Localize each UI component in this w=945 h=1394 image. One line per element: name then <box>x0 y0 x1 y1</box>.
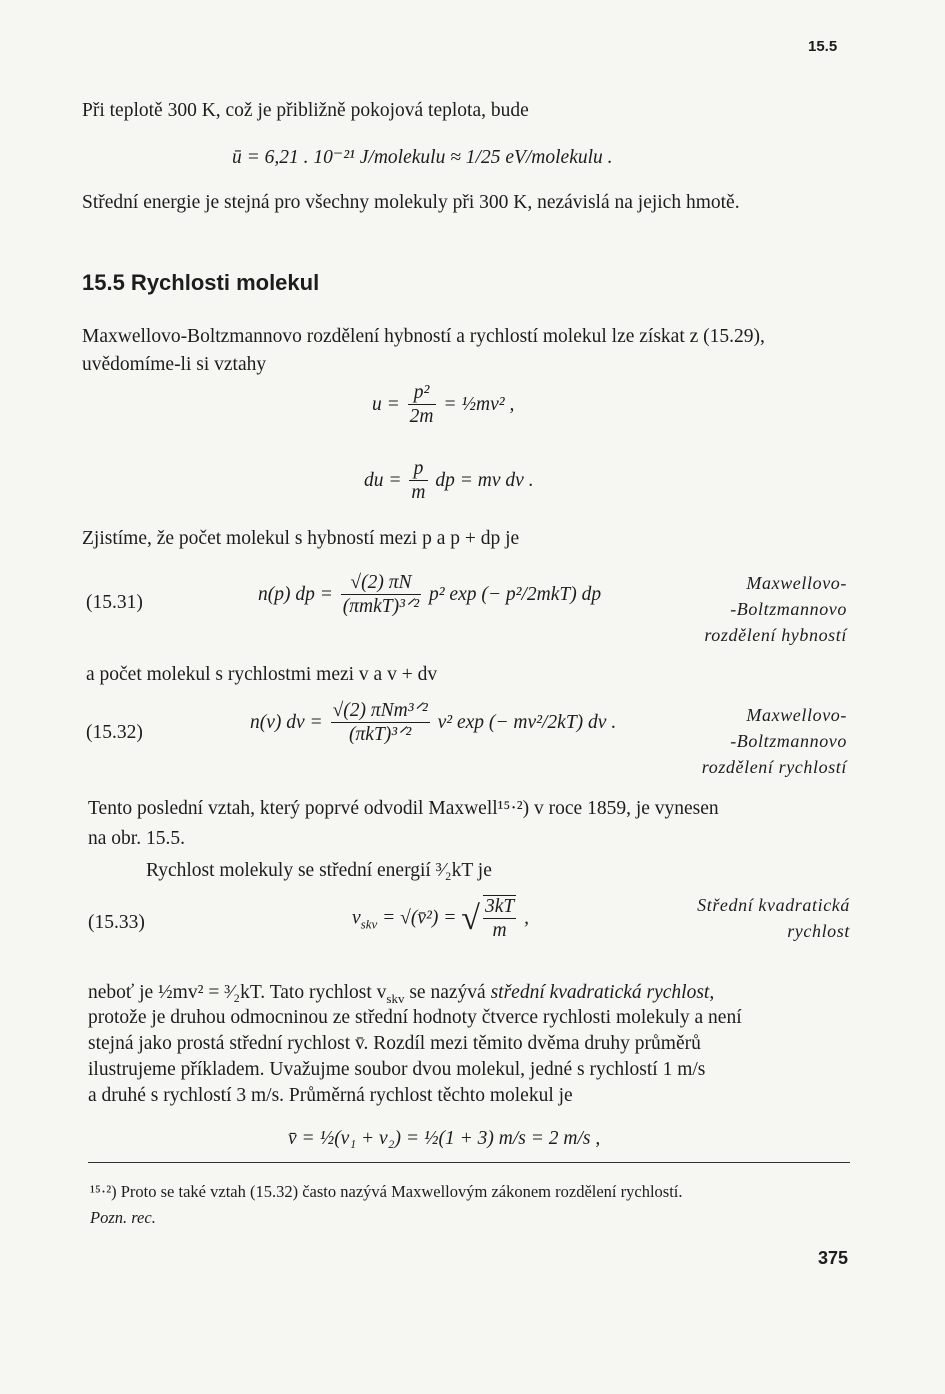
equation-du <box>364 458 534 505</box>
equation-number-15-32: (15.32) <box>86 722 143 743</box>
equation-15-32-denominator: (πkT)³ᐟ² <box>349 724 412 745</box>
sqrt-symbol: √ <box>461 900 480 937</box>
margin-note-15-33-line-2: rychlost <box>787 921 850 941</box>
equation-v-bar: v̄ = ½(v₁ + v₂) = ½(1 + 3) m/s = 2 m/s , <box>288 1128 601 1149</box>
paragraph-6-line-2: na obr. 15.5. <box>88 828 185 849</box>
footnote-rule <box>88 1162 850 1163</box>
margin-note-15-31 <box>704 570 847 648</box>
equation-du-numerator: p <box>409 458 427 481</box>
equation-15-32 <box>250 700 616 747</box>
equation-du-lhs: du = <box>364 469 402 491</box>
paragraph-3-line-1: Maxwellovo-Boltzmannovo rozdělení hybností a rychlostí molekul lze získat z (15.29), <box>82 326 765 347</box>
equation-15-33-rhs: , <box>524 907 529 929</box>
equation-u <box>372 382 514 429</box>
running-head: 15.5 <box>808 38 838 55</box>
equation-du-rhs: dp = mv dv . <box>435 469 534 491</box>
equation-number-15-33: (15.33) <box>88 912 145 933</box>
paragraph-8-line-4: ilustrujeme příkladem. Uvažujme soubor dvou molekul, jedné s rychlostí 1 m/s <box>88 1059 706 1080</box>
equation-u-rhs: = ½mv² , <box>443 393 515 415</box>
paragraph-8-line-2: protože je druhou odmocninou ze střední hodnoty čtverce rychlosti molekuly a není <box>88 1007 742 1028</box>
equation-u-lhs: u = <box>372 393 400 415</box>
equation-15-33-lhs: v <box>352 907 361 929</box>
paragraph-8-line-1-term: střední kvadratická rychlost, <box>490 982 715 1003</box>
equation-15-33 <box>352 895 529 943</box>
margin-note-15-32-line-1: Maxwellovo- <box>746 705 847 725</box>
equation-15-33-lhs-subscript: skv <box>360 916 378 932</box>
equation-u-numerator: p² <box>408 382 436 405</box>
footnote-line-1: ¹⁵·²) Proto se také vztah (15.32) často nazývá Maxwellovým zákonem rozdělení rychlostí. <box>90 1182 683 1201</box>
margin-note-15-32 <box>702 702 847 780</box>
footnote-line-2: Pozn. rec. <box>90 1208 156 1227</box>
equation-15-33-numerator: 3kT <box>484 896 515 917</box>
paragraph-8-line-5: a druhé s rychlostí 3 m/s. Průměrná rychlost těchto molekul je <box>88 1085 573 1106</box>
paragraph-1: Při teplotě 300 K, což je přibližně pokojová teplota, bude <box>82 100 529 121</box>
equation-15-31-denominator: (πmkT)³ᐟ² <box>342 596 420 617</box>
margin-note-15-31-line-3: rozdělení hybností <box>704 625 847 645</box>
equation-u-fraction <box>408 382 436 429</box>
paragraph-4: Zjistíme, že počet molekul s hybností mezi p a p + dp je <box>82 528 520 549</box>
section-heading: 15.5 Rychlosti molekul <box>82 270 320 295</box>
equation-15-33-fraction <box>483 895 516 943</box>
equation-u-bar: ū = 6,21 . 10⁻²¹ J/molekulu ≈ 1/25 eV/molekulu . <box>232 147 613 168</box>
margin-note-15-31-line-2: -Boltzmannovo <box>730 599 847 619</box>
margin-note-15-33-line-1: Střední kvadratická <box>697 895 850 915</box>
equation-15-33-mid: = √(v̄²) = <box>382 907 457 929</box>
equation-15-32-rhs: v² exp (− mv²/2kT) dv . <box>437 711 617 733</box>
margin-note-15-33 <box>697 892 850 944</box>
equation-du-denominator: m <box>411 482 426 503</box>
page-number: 375 <box>818 1248 849 1268</box>
paragraph-8-line-1 <box>88 980 714 1005</box>
equation-15-31 <box>258 572 601 619</box>
paragraph-6-line-1: Tento poslední vztah, který poprvé odvodil Maxwell¹⁵·²) v roce 1859, je vynesen <box>88 798 719 819</box>
equation-du-fraction <box>409 458 427 505</box>
equation-15-32-fraction <box>331 700 430 747</box>
equation-15-33-denominator: m <box>492 920 507 941</box>
equation-number-15-31: (15.31) <box>86 592 143 613</box>
equation-15-31-lhs: n(p) dp = <box>258 583 333 605</box>
paragraph-7: Rychlost molekuly se střední energií ³⁄₂kT je <box>146 860 492 881</box>
paragraph-8-line-1-tail: se nazývá <box>404 982 491 1003</box>
equation-u-denominator: 2m <box>409 406 434 427</box>
paragraph-3-line-2: uvědomíme-li si vztahy <box>82 354 267 375</box>
margin-note-15-32-line-3: rozdělení rychlostí <box>701 757 847 777</box>
paragraph-8-line-1-subscript: skv <box>386 990 405 1006</box>
equation-15-32-numerator: √(2) πNm³ᐟ² <box>332 700 428 721</box>
equation-15-31-fraction <box>341 572 421 619</box>
margin-note-15-31-line-1: Maxwellovo- <box>746 573 847 593</box>
equation-15-32-lhs: n(v) dv = <box>250 711 323 733</box>
equation-15-31-numerator: √(2) πN <box>341 572 421 595</box>
paragraph-2: Střední energie je stejná pro všechny molekuly při 300 K, nezávislá na jejich hmotě. <box>82 192 740 213</box>
equation-15-31-rhs: p² exp (− p²/2mkT) dp <box>428 583 602 605</box>
paragraph-8-line-1-start: neboť je ½mv² = ³⁄₂kT. Tato rychlost v <box>88 982 387 1003</box>
paragraph-8-line-3: stejná jako prostá střední rychlost v̄. Rozdíl mezi těmito dvěma druhy průměrů <box>88 1033 701 1054</box>
margin-note-15-32-line-2: -Boltzmannovo <box>730 731 847 751</box>
paragraph-5: a počet molekul s rychlostmi mezi v a v + dv <box>86 664 438 685</box>
